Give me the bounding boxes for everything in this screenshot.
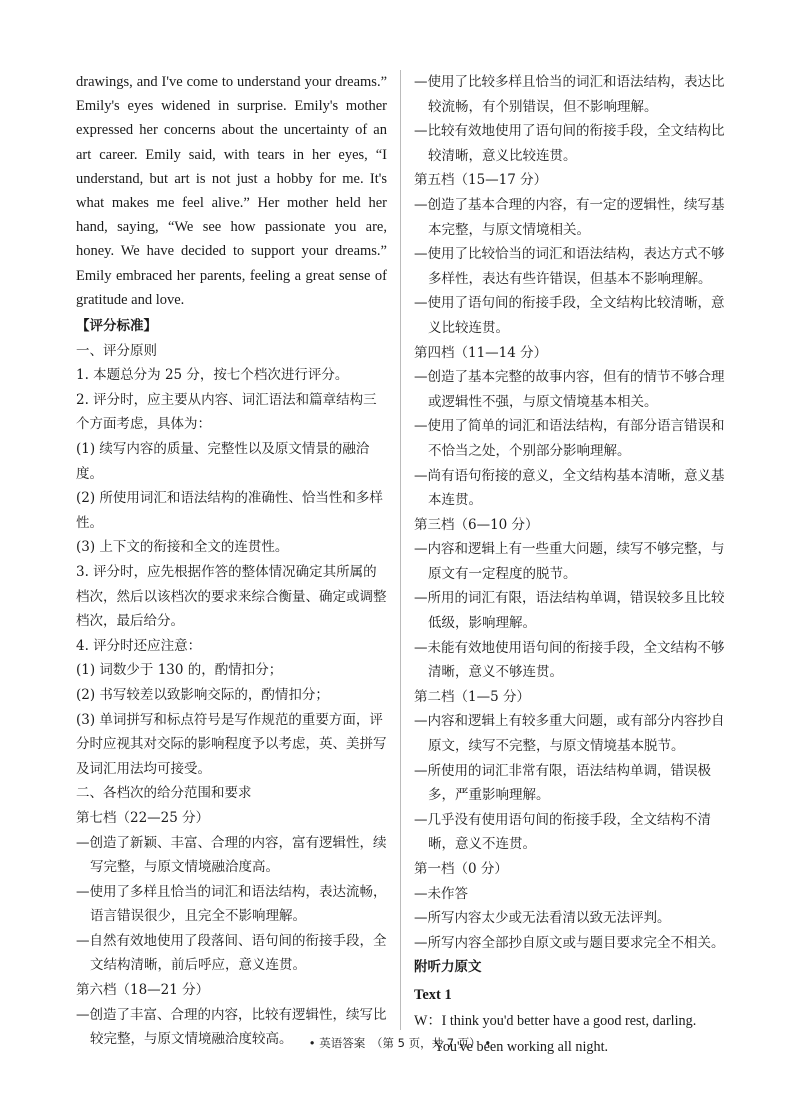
principle-item: 4. 评分时还应注意：	[76, 637, 202, 654]
level-criterion: —尚有语句衔接的意义，全文结构基本清晰，意义基本连贯。	[414, 467, 725, 509]
level-criterion: —内容和逻辑上有一些重大问题，续写不够完整，与原文有一定程度的脱节。	[414, 541, 725, 582]
level-criterion: —使用了语句间的衔接手段，全文结构比较清晰，意义比较连贯。	[414, 295, 725, 336]
principle-item: (3) 单词拼写和标点符号是写作规范的重要方面，评分时应视其对交际的影响程度予以考虑，英、美拼写及词汇用法均可接受。	[76, 711, 387, 777]
level-criterion: —比较有效地使用了语句间的衔接手段，全文结构比较清晰，意义比较连贯。	[414, 123, 725, 164]
level-criterion: —未能有效地使用语句间的衔接手段，全文结构不够清晰，意义不够连贯。	[414, 639, 725, 681]
level-criterion: —所写内容太少或无法看清以致无法评判。	[414, 910, 671, 927]
level-title: 第六档（18—21 分）	[76, 982, 210, 999]
level-criterion: —使用了比较恰当的词汇和语法结构，表达方式不够多样性，表达有些许错误，但基本不影响理解。	[414, 246, 725, 287]
level-criterion: —创造了基本完整的故事内容，但有的情节不够合理或逻辑性不强，与原文情境基本相关。	[414, 369, 725, 410]
principle-item: (1) 续写内容的质量、完整性以及原文情景的融洽度。	[76, 441, 370, 482]
level-criterion: —所使用的词汇非常有限，语法结构单调，错误极多，严重影响理解。	[414, 762, 711, 804]
level-criterion: —使用了简单的词汇和语法结构，有部分语言错误和不恰当之处，个别部分影响理解。	[414, 418, 725, 459]
level-title: 第三档（6—10 分）	[414, 516, 539, 533]
text1-line: W：I think you'd better have a good rest, darling.	[414, 1012, 697, 1029]
level-criterion: —创造了基本合理的内容，有一定的逻辑性，续写基本完整，与原文情境相关。	[414, 196, 725, 238]
principle-item: 3. 评分时，应先根据作答的整体情况确定其所属的档次，然后以该档次的要求来综合衡量、确定或调整档次，最后给分。	[76, 563, 387, 630]
principle-item: (2) 所使用词汇和语法结构的准确性、恰当性和多样性。	[76, 490, 383, 531]
level-criterion: —内容和逻辑上有较多重大问题，或有部分内容抄自原文，续写不完整，与原文情境基本脱节。	[414, 713, 725, 755]
level-criterion: —自然有效地使用了段落间、语句间的衔接手段，全文结构清晰，前后呼应，意义连贯。	[76, 932, 387, 974]
principle-item: (1) 词数少于 130 的，酌情扣分；	[76, 662, 283, 679]
level-criterion: —创造了新颖、丰富、合理的内容，富有逻辑性，续写完整，与原文情境融洽度高。	[76, 834, 387, 876]
level-criterion: —使用了多样且恰当的词汇和语法结构，表达流畅，语言错误很少，且完全不影响理解。	[76, 883, 387, 925]
text1-line: You've been working all night.	[434, 1038, 609, 1055]
page-footer: • 英语答案 （第 5 页，共 7 页） •	[308, 1036, 492, 1050]
principle-item: 1. 本题总分为 25 分，按七个档次进行评分。	[76, 367, 349, 384]
left-column	[76, 70, 387, 1052]
rubric-title: 【评分标准】	[76, 318, 157, 335]
level-title: 第一档（0 分）	[414, 861, 508, 877]
level-title: 第五档（15—17 分）	[414, 172, 548, 189]
level-criterion: —未作答	[414, 885, 468, 902]
level-title: 第四档（11—14 分）	[414, 344, 548, 361]
text1-title: Text 1	[414, 986, 452, 1003]
level-criterion: —创造了丰富、合理的内容，比较有逻辑性，续写比较完整，与原文情境融洽度较高。	[76, 1006, 387, 1048]
column-divider	[400, 70, 401, 1030]
section-title-principles: 一、评分原则	[76, 342, 157, 359]
level-criterion: —所用的词汇有限，语法结构单调，错误较多且比较低级，影响理解。	[414, 590, 725, 632]
story-continuation-paragraph: drawings, and I've come to understand your dreams.” Emily's eyes widened in surprise. Emily's mother expressed her concerns about the uncertainty of an art career. Emily said, with tears in her eyes, “I understand, but art is not just a hobby for me. It's what makes me feel alive.” Her mother held her hand, saying, “We see how passionate you are, honey. We have decided to support your dreams.” Emily embraced her parents, feeling a great sense of gratitude and love.	[76, 74, 387, 308]
principle-item: (3) 上下文的衔接和全文的连贯性。	[76, 539, 289, 556]
level-criterion: —使用了比较多样且恰当的词汇和语法结构，表达比较流畅，有个别错误，但不影响理解。	[414, 74, 725, 115]
level-title: 第七档（22—25 分）	[76, 809, 210, 826]
principle-item: (2) 书写较差以致影响交际的，酌情扣分；	[76, 686, 329, 703]
principle-item: 2. 评分时，应主要从内容、词汇语法和篇章结构三个方面考虑，具体为：	[76, 391, 377, 433]
section-title-levels: 二、各档次的给分范围和要求	[76, 785, 252, 802]
level-criterion: —几乎没有使用语句间的衔接手段，全文结构不清晰，意义不连贯。	[414, 811, 711, 853]
level-title: 第二档（1—5 分）	[414, 688, 530, 705]
right-column	[414, 70, 726, 1060]
level-criterion: —所写内容全部抄自原文或与题目要求完全不相关。	[414, 934, 725, 951]
listening-transcript-title: 附听力原文	[414, 959, 482, 976]
